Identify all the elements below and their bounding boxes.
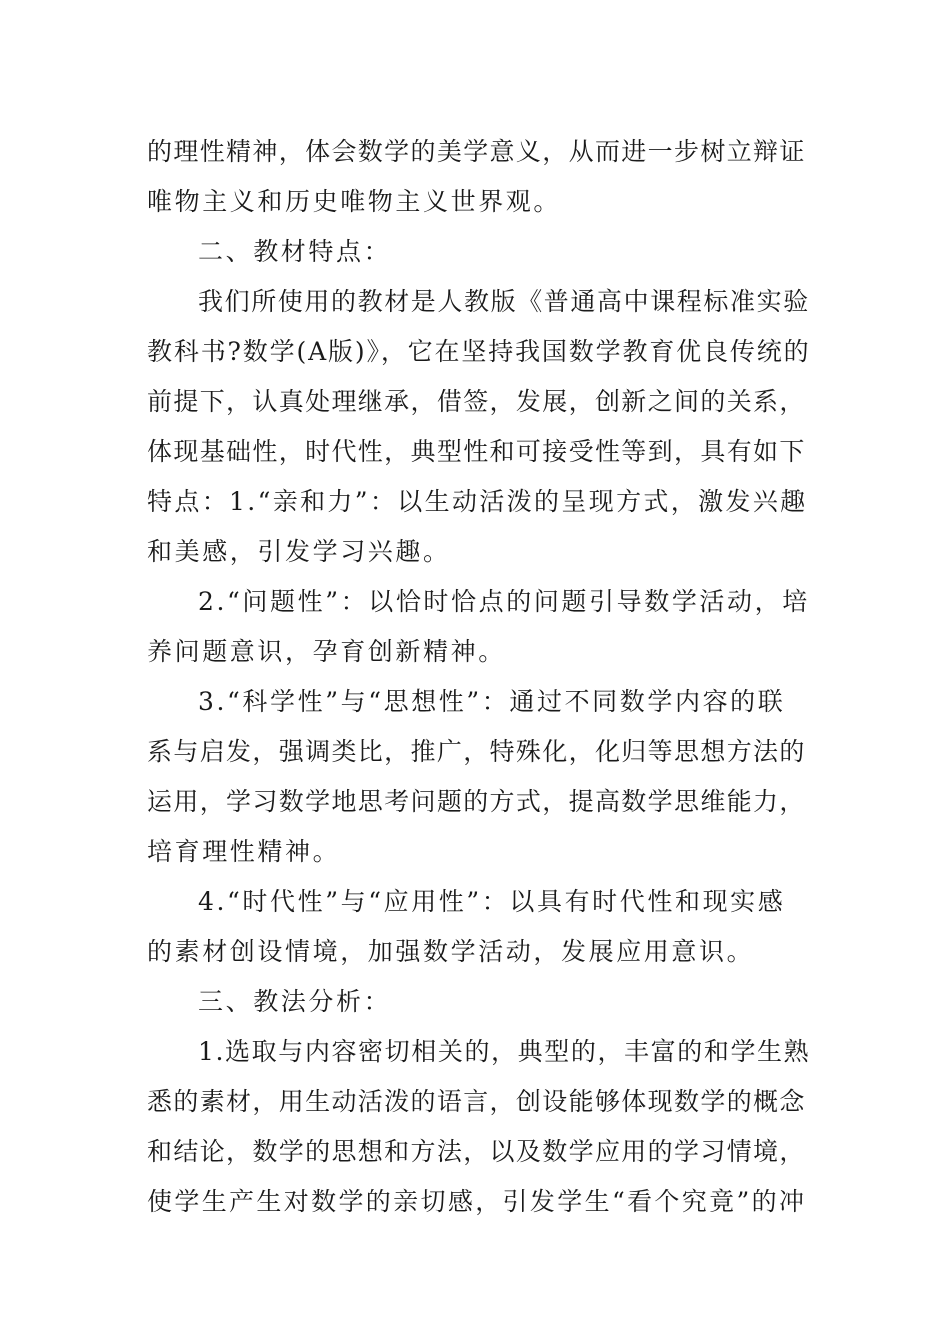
body-text-line: 的素材创设情境，加强数学活动，发展应用意识。: [147, 937, 755, 966]
body-text-line: 特点：1.“亲和力”：以生动活泼的呈现方式，激发兴趣: [147, 487, 808, 516]
body-text-line: 和美感，引发学习兴趣。: [147, 537, 451, 566]
list-item-3: 3.“科学性”与“思想性”：通过不同数学内容的联: [198, 687, 786, 716]
body-text-line: 养问题意识，孕育创新精神。: [147, 637, 506, 666]
list-item-2: 2.“问题性”：以恰时恰点的问题引导数学活动，培: [198, 587, 810, 616]
list-item-1: 1.选取与内容密切相关的，典型的，丰富的和学生熟: [198, 1037, 811, 1066]
body-text-line: 体现基础性，时代性，典型性和可接受性等到，具有如下: [147, 437, 806, 466]
body-text-line: 使学生产生对数学的亲切感，引发学生“看个究竟”的冲: [147, 1187, 807, 1216]
section-heading-teaching-methods: 三、教法分析：: [198, 987, 392, 1016]
section-heading-textbook-features: 二、教材特点：: [198, 237, 392, 266]
body-text-line: 运用，学习数学地思考问题的方式，提高数学思维能力，: [147, 787, 806, 816]
body-text-line: 培育理性精神。: [147, 837, 341, 866]
body-text-line: 的理性精神，体会数学的美学意义，从而进一步树立辩证: [147, 137, 806, 166]
body-text-line: 悉的素材，用生动活泼的语言，创设能够体现数学的概念: [147, 1087, 806, 1116]
list-item-4: 4.“时代性”与“应用性”：以具有时代性和现实感: [198, 887, 786, 916]
body-text-line: 教科书?数学(A版)》，它在坚持我国数学教育优良传统的: [147, 337, 811, 366]
body-text-line: 和结论，数学的思想和方法，以及数学应用的学习情境，: [147, 1137, 806, 1166]
body-text-line: 系与启发，强调类比，推广，特殊化，化归等思想方法的: [147, 737, 806, 766]
body-text-line: 前提下，认真处理继承，借签，发展，创新之间的关系，: [147, 387, 806, 416]
body-text-line: 我们所使用的教材是人教版《普通高中课程标准实验: [198, 287, 810, 316]
body-text-line: 唯物主义和历史唯物主义世界观。: [147, 187, 562, 216]
